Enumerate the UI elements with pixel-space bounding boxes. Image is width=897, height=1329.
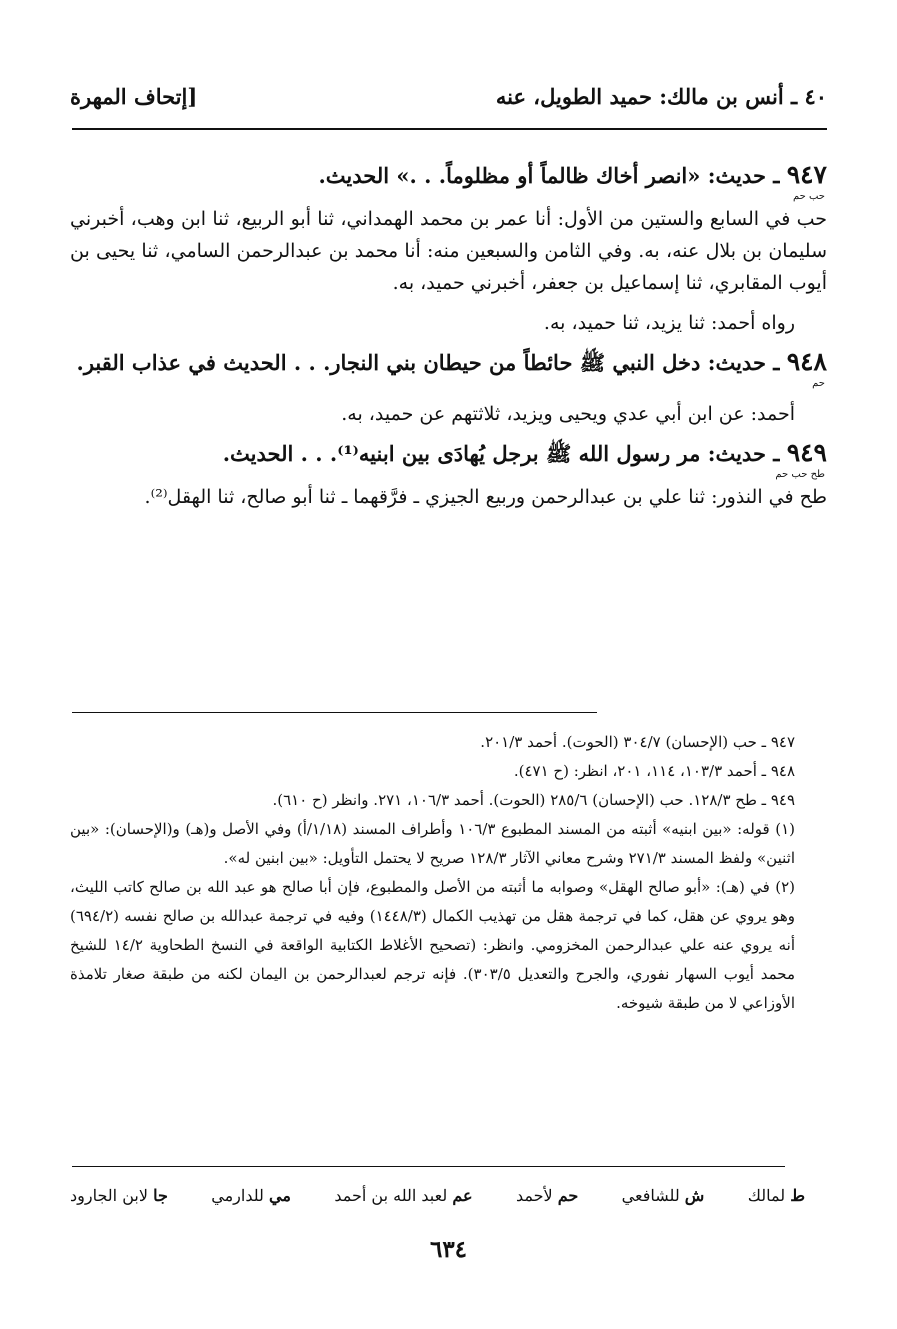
running-head: [70, 84, 827, 118]
entry-number: ٩٤٧: [786, 160, 827, 189]
abbreviation: ش للشافعي: [621, 1186, 705, 1205]
entry-heading: [70, 160, 827, 191]
chain-paragraph: رواه أحمد: ثنا يزيد، ثنا حميد، به.: [543, 312, 795, 334]
abbreviation: عم لعبد الله بن أحمد: [334, 1186, 473, 1205]
abbreviation: ط لمالك: [747, 1186, 805, 1205]
entry-label: ـ حديث:: [707, 441, 780, 466]
reference-line: ٩٤٨ ـ أحمد ١٠٣/٣، ١١٤، ٢٠١، انظر: (ح ٤٧١).: [513, 762, 795, 780]
abbreviation: حم لأحمد: [515, 1186, 579, 1205]
entry-number: ٩٤٨: [786, 347, 827, 376]
abbreviations-divider: [72, 1166, 785, 1167]
abbreviation: جا لابن الجارود: [70, 1186, 168, 1205]
hadith-entry-947: [70, 160, 827, 339]
abbreviation: مي للدارمي: [211, 1186, 291, 1205]
chain-paragraph: أحمد: عن ابن أبي عدي ويحيى ويزيد، ثلاثتهم عن حميد، به.: [341, 403, 795, 425]
chain-paragraph: طح في النذور: ثنا علي بن عبدالرحمن وربيع الجيزي ـ فرَّقهما ـ ثنا أبو صالح، ثنا الهقل⁽²⁾.: [144, 486, 827, 508]
footnote: (٢) في (هـ): «أبو صالح الهقل» وصوابه ما أثبته من الأصل والمطبوع، فإن أبا صالح هو عبد الله بن صالح كاتب الليث، وهو يروي عن هقل، كما في ترجمة هقل من تهذيب الكمال (١٤٤٨/٣) وفيه في ترجمة عبدالله بن صالح نفسه (٦٩٤/٢) أنه يروي عنه علي عبدالرحمن المخزومي. وانظر: (تصحيح الأغلاط الكتابية الواقعة في النسخ الطحاوية ١٤/٢ للشيخ محمد أيوب السهار نفوري، والجرح والتعديل ٣٠٣/٥). فإنه ترجم لعبدالرحمن بن اليمان لكنه من طبقة صغار تلامذة الأوزاعي لا من طبقة شيوخه.: [70, 878, 795, 1012]
entry-number: ٩٤٩: [786, 438, 827, 467]
footnote-divider: [72, 712, 597, 713]
abbreviations-key: [70, 1186, 805, 1205]
page-number: ٦٣٤: [429, 1236, 468, 1263]
hadith-entry-948: [70, 347, 827, 430]
source-sigla: طح حب حم: [775, 469, 825, 480]
chapter-title: ٤٠ ـ أنس بن مالك: حميد الطويل، عنه: [495, 84, 827, 109]
entry-title: «انصر أخاك ظالماً أو مظلوماً. . .» الحديث.: [318, 163, 701, 188]
hadith-entry-949: [70, 438, 827, 513]
entry-label: ـ حديث:: [707, 163, 780, 188]
footnote: (١) قوله: «بين ابنيه» أثبته من المسند المطبوع ١٠٦/٣ وأطراف المسند (١/١٨/أ) وفي الأصل و(هـ) و(الإحسان): «بين اثنين» ولفظ المسند ٢٧١/٣ وشرح معاني الآثار ١٢٨/٣ صريح لا يحتمل التأويل: «بين ابنين له».: [70, 820, 795, 867]
source-sigla: حب حم: [792, 191, 825, 202]
entry-title: دخل النبي ﷺ حائطاً من حيطان بني النجار. . . الحديث في عذاب القبر.: [76, 350, 701, 375]
chain-paragraph: حب في السابع والستين من الأول: أنا عمر بن محمد الهمداني، ثنا أبو الربيع، ثنا ابن وهب، أخبرني سليمان بن بلال عنه، به. وفي الثامن والسبعين منه: أنا محمد بن عبدالرحمن السامي، ثنا يحيى بن أيوب المقابري، ثنا إسماعيل بن جعفر، أخبرني حميد، به.: [70, 208, 827, 294]
entry-title: مر رسول الله ﷺ برجل يُهادَى بين ابنيه⁽¹⁾. . . الحديث.: [222, 441, 701, 466]
entry-heading: [70, 438, 827, 469]
source-sigla: حم: [812, 378, 825, 389]
main-text: [70, 160, 827, 513]
header-divider: [72, 128, 827, 130]
footnotes: [70, 728, 827, 1018]
reference-line: ٩٤٩ ـ طح ١٢٨/٣. حب (الإحسان) ٢٨٥/٦ (الحوت). أحمد ١٠٦/٣، ٢٧١. وانظر (ح ٦١٠).: [272, 791, 795, 809]
entry-heading: [70, 347, 827, 378]
book-title: [إتحاف المهرة: [70, 84, 198, 109]
entry-label: ـ حديث:: [707, 350, 780, 375]
reference-line: ٩٤٧ ـ حب (الإحسان) ٣٠٤/٧ (الحوت). أحمد ٢٠١/٣.: [480, 733, 795, 751]
